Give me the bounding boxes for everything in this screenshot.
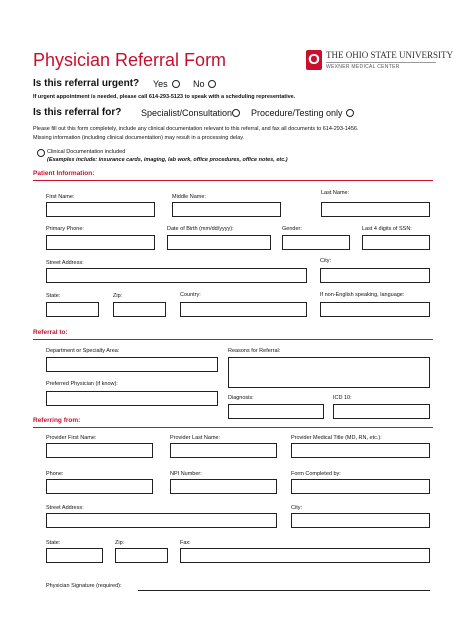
provider-city-field[interactable] xyxy=(291,513,430,528)
diagnosis-field[interactable] xyxy=(228,404,324,419)
provider-zip-field[interactable] xyxy=(115,548,168,563)
clinical-docs-label: Clinical Documentation included xyxy=(47,149,126,155)
reasons-field[interactable] xyxy=(228,357,430,388)
referral-to-heading: Referral to: xyxy=(33,329,68,336)
instructions-line-1: Please fill out this form completely, include any clinical documentation relevant to this referral, and fax all documents to 614-293-1456. xyxy=(33,126,359,132)
procedure-radio[interactable] xyxy=(346,109,354,117)
referral-for-question: Is this referral for? xyxy=(33,107,122,118)
patient-ssn-label: Last 4 digits of SSN: xyxy=(362,226,412,232)
icd10-label: ICD 10: xyxy=(333,395,352,401)
osu-block-o-icon: O xyxy=(306,50,322,70)
preferred-physician-field[interactable] xyxy=(46,391,218,406)
procedure-label: Procedure/Testing only xyxy=(251,108,343,118)
provider-title-label: Provider Medical Title (MD, RN, etc.): xyxy=(291,435,382,441)
provider-first-name-field[interactable] xyxy=(46,443,153,458)
patient-zip-field[interactable] xyxy=(113,302,166,317)
form-title: Physician Referral Form xyxy=(33,50,227,70)
provider-phone-field[interactable] xyxy=(46,479,153,494)
patient-zip-label: Zip: xyxy=(113,293,123,299)
referring-from-rule xyxy=(33,427,433,428)
provider-state-label: State: xyxy=(46,540,61,546)
specialist-label: Specialist/Consultation xyxy=(141,108,233,118)
provider-title-field[interactable] xyxy=(291,443,430,458)
reasons-label: Reasons for Referral: xyxy=(228,348,281,354)
urgent-yes-label: Yes xyxy=(153,79,168,89)
patient-country-label: Country: xyxy=(180,292,201,298)
logo-university-name: THE OHIO STATE UNIVERSITY xyxy=(326,50,454,60)
clinical-docs-examples: (Examples include: insurance cards, imaging, lab work, office procedures, office notes, etc.) xyxy=(47,157,288,163)
diagnosis-label: Diagnosis: xyxy=(228,395,254,401)
urgent-no-radio[interactable] xyxy=(208,80,216,88)
signature-line[interactable] xyxy=(138,590,430,591)
patient-state-label: State: xyxy=(46,293,61,299)
patient-first-name-field[interactable] xyxy=(46,202,155,217)
patient-state-field[interactable] xyxy=(46,302,99,317)
patient-street-field[interactable] xyxy=(46,268,307,283)
provider-last-name-field[interactable] xyxy=(170,443,277,458)
patient-last-name-label: Last Name: xyxy=(321,190,350,196)
patient-city-label: City: xyxy=(320,258,331,264)
patient-middle-name-label: Middle Name: xyxy=(172,194,206,200)
preferred-physician-label: Preferred Physician (if know): xyxy=(46,381,118,387)
patient-last-name-field[interactable] xyxy=(321,202,430,217)
urgent-question: Is this referral urgent? xyxy=(33,78,140,89)
provider-state-field[interactable] xyxy=(46,548,103,563)
department-label: Department or Specialty Area: xyxy=(46,348,120,354)
referring-from-heading: Referring from: xyxy=(33,417,81,424)
provider-zip-label: Zip: xyxy=(115,540,125,546)
patient-dob-field[interactable] xyxy=(167,235,271,250)
provider-city-label: City: xyxy=(291,505,302,511)
patient-dob-label: Date of Birth (mm/dd/yyyy): xyxy=(167,226,234,232)
patient-country-field[interactable] xyxy=(180,302,307,317)
completed-by-label: Form Completed by: xyxy=(291,471,341,477)
urgent-note: If urgent appointment is needed, please call 614-293-5123 to speak with a scheduling representative. xyxy=(33,94,296,100)
provider-street-label: Street Address: xyxy=(46,505,84,511)
logo-divider xyxy=(326,62,436,63)
provider-phone-label: Phone: xyxy=(46,471,64,477)
patient-language-label: If non-English speaking, language: xyxy=(320,292,405,298)
patient-phone-label: Primary Phone: xyxy=(46,226,84,232)
logo-subtitle: WEXNER MEDICAL CENTER xyxy=(326,64,400,70)
patient-city-field[interactable] xyxy=(320,268,430,283)
department-field[interactable] xyxy=(46,357,218,372)
signature-label: Physician Signature (required): xyxy=(46,583,122,589)
patient-middle-name-field[interactable] xyxy=(172,202,281,217)
icd10-field[interactable] xyxy=(333,404,430,419)
patient-info-rule xyxy=(33,180,433,181)
patient-language-field[interactable] xyxy=(320,302,430,317)
npi-field[interactable] xyxy=(170,479,277,494)
patient-gender-label: Gender: xyxy=(282,226,302,232)
provider-fax-field[interactable] xyxy=(180,548,430,563)
patient-gender-field[interactable] xyxy=(282,235,350,250)
osu-logo xyxy=(306,48,454,74)
npi-label: NPI Number: xyxy=(170,471,202,477)
specialist-radio[interactable] xyxy=(232,109,240,117)
patient-ssn-field[interactable] xyxy=(362,235,430,250)
provider-last-name-label: Provider Last Name: xyxy=(170,435,221,441)
instructions-text xyxy=(33,125,443,143)
patient-street-label: Street Address: xyxy=(46,260,84,266)
provider-first-name-label: Provider First Name: xyxy=(46,435,97,441)
completed-by-field[interactable] xyxy=(291,479,430,494)
clinical-docs-radio[interactable] xyxy=(37,149,45,157)
referral-to-rule xyxy=(33,339,433,340)
instructions-line-2: Missing information (including clinical documentation) may result in a processing delay. xyxy=(33,135,245,141)
patient-info-heading: Patient Information: xyxy=(33,170,95,177)
patient-first-name-label: First Name: xyxy=(46,194,75,200)
urgent-yes-radio[interactable] xyxy=(172,80,180,88)
provider-fax-label: Fax: xyxy=(180,540,191,546)
patient-phone-field[interactable] xyxy=(46,235,155,250)
urgent-no-label: No xyxy=(193,79,205,89)
provider-street-field[interactable] xyxy=(46,513,277,528)
